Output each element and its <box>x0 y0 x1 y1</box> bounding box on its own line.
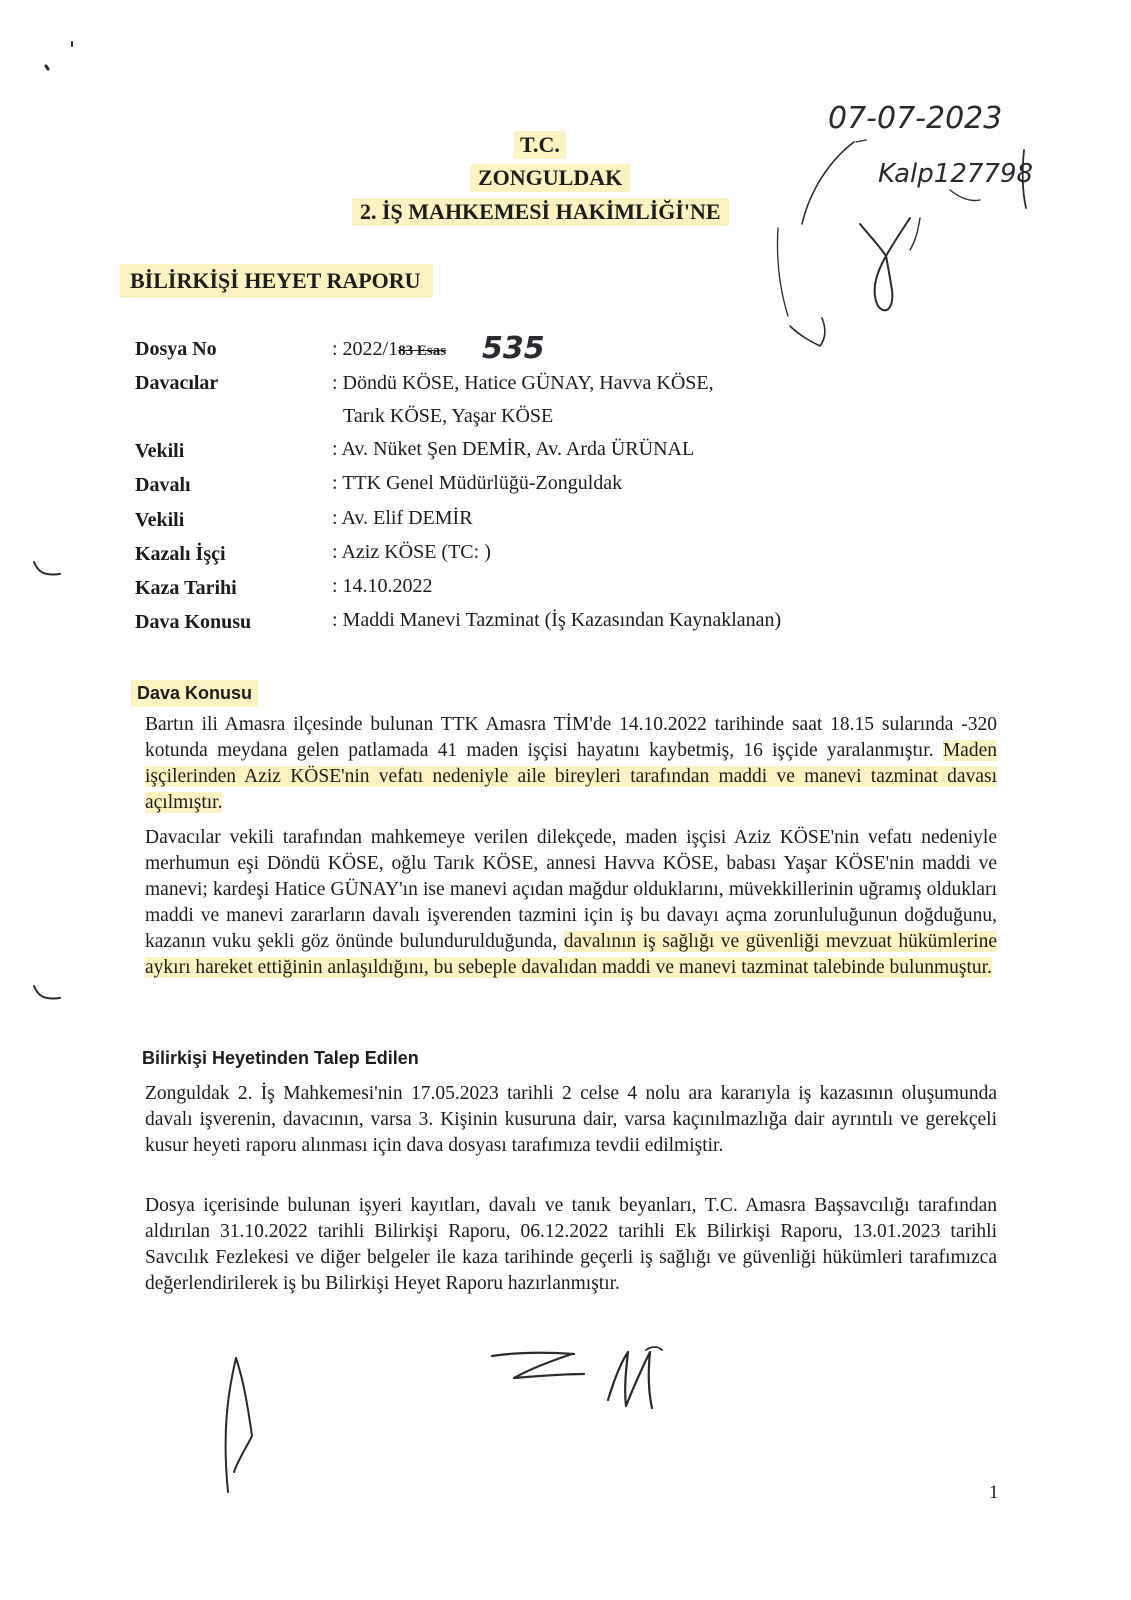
margin-tick-icon <box>30 556 70 586</box>
field-value-dava-konusu: : Maddi Manevi Tazminat (İş Kazasından Kaynaklanan) <box>332 609 782 631</box>
handwritten-initials-icon <box>770 120 1050 360</box>
field-label-kaza-tarihi: Kaza Tarihi <box>135 577 237 599</box>
field-label-kazali-isci: Kazalı İşçi <box>135 543 226 565</box>
field-value-davali: : TTK Genel Müdürlüğü-Zonguldak <box>332 472 623 494</box>
field-value-dosya-no <box>332 338 446 361</box>
field-label-davacilar: Davacılar <box>135 372 219 394</box>
field-value-davacilar-line2: Tarık KÖSE, Yaşar KÖSE <box>343 405 554 427</box>
signature-icon <box>488 1338 598 1398</box>
field-value-kaza-tarihi: : 14.10.2022 <box>332 575 433 597</box>
field-label-vekili-1: Vekili <box>135 440 185 462</box>
section1-paragraph-1 <box>145 712 997 816</box>
handwritten-date-text: 07-07-2023 <box>828 101 1003 136</box>
section1-paragraph-2 <box>145 825 997 981</box>
section1-p2-highlight: davalının iş sağlığı ve güvenliği mevzuat hükümlerine aykırı hareket ettiğinin anlaşıldığını, bu sebeple davalıdan maddi ve manevi tazminat talebinde bulunmuştur. <box>145 931 997 978</box>
report-title: BİLİRKİŞİ HEYET RAPORU <box>120 264 433 298</box>
handwritten-file-correction-text: 535 <box>482 331 545 366</box>
section1-p2-text: Davacılar vekili tarafından mahkemeye verilen dilekçede, maden işçisi Aziz KÖSE'nin vefatı nedeniyle merhumun eşi Döndü KÖSE, oğlu Tarık KÖSE, annesi Havva KÖSE, babası Yaşar KÖSE'nin maddi ve manevi; kardeşi Hatice GÜNAY'ın ise manevi açıdan mağdur olduklarını, müvekkillerinin uğramış oldukları maddi ve manevi zararların davalı işverenden tazmini için iş bu davayı açma zorunluluğunun doğduğunu, kazanın vuku şekli göz önünde bulundurulduğunda, <box>145 827 997 952</box>
header-court: 2. İŞ MAHKEMESİ HAKİMLİĞİ'NE <box>352 198 729 226</box>
field-value-vekili-1: : Av. Nüket Şen DEMİR, Av. Arda ÜRÜNAL <box>332 438 695 460</box>
section2-paragraph-1: Zonguldak 2. İş Mahkemesi'nin 17.05.2023 tarihli 2 celse 4 nolu ara kararıyla iş kazasının oluşumunda davalı işverenin, davacının, varsa 3. Kişinin kusuruna dair, varsa kaçınılmazlığa dair ayrıntılı ve gerekçeli kusur heyeti raporu alınması için dava dosyası tarafımıza tevdii edilmiştir. <box>145 1083 997 1156</box>
field-label-dosya-no: Dosya No <box>135 338 217 360</box>
field-label-vekili-2: Vekili <box>135 509 185 531</box>
stray-mark-icon <box>20 36 80 76</box>
section-heading-dava-konusu: Dava Konusu <box>131 680 258 707</box>
section1-p1-highlight: Maden işçilerinden Aziz KÖSE'nin vefatı nedeniyle aile bireyleri tarafından maddi ve manevi tazminat davası açılmıştır. <box>145 740 997 813</box>
field-value-kazali-isci: : Aziz KÖSE (TC: ) <box>332 541 491 563</box>
header-tc: T.C. <box>514 131 566 159</box>
header-city: ZONGULDAK <box>470 164 630 192</box>
section1-p1-text: Bartın ili Amasra ilçesinde bulunan TTK Amasra TİM'de 14.10.2022 tarihinde saat 18.15 sularında -320 kotunda meydana gelen patlamada 41 maden işçisi hayatını kaybetmiş, 16 işçide yaralanmıştır. <box>145 714 997 761</box>
signature-icon <box>200 1352 290 1502</box>
section-heading-talep: Bilirkişi Heyetinden Talep Edilen <box>142 1048 419 1068</box>
signature-icon <box>600 1340 690 1420</box>
handwritten-reference-text: Kalp127798 <box>878 159 1034 189</box>
field-label-dava-konusu: Dava Konusu <box>135 611 252 633</box>
section2-paragraph-2: Dosya içerisinde bulunan işyeri kayıtları, davalı ve tanık beyanları, T.C. Amasra Başsavcılığı tarafından aldırılan 31.10.2022 tarihli Bilirkişi Raporu, 06.12.2022 tarihli Ek Bilirkişi Raporu, 13.01.2023 tarihli Savcılık Fezlekesi ve diğer belgeler ile kaza tarihinde geçerli iş sağlığı ve güvenliği hükümleri tarafımızca değerlendirilerek iş bu Bilirkişi Heyet Raporu hazırlanmıştır. <box>145 1195 997 1294</box>
dosya-no-prefix: : 2022/1 <box>332 338 399 360</box>
dosya-no-struck: 83 Esas <box>398 343 447 359</box>
field-value-davacilar-line1: : Döndü KÖSE, Hatice GÜNAY, Havva KÖSE, <box>332 372 714 394</box>
field-value-vekili-2: : Av. Elif DEMİR <box>332 507 473 529</box>
handwritten-file-correction <box>478 326 558 366</box>
page-number: 1 <box>989 1482 999 1503</box>
margin-tick-icon <box>30 980 70 1010</box>
field-label-davali: Davalı <box>135 474 191 496</box>
